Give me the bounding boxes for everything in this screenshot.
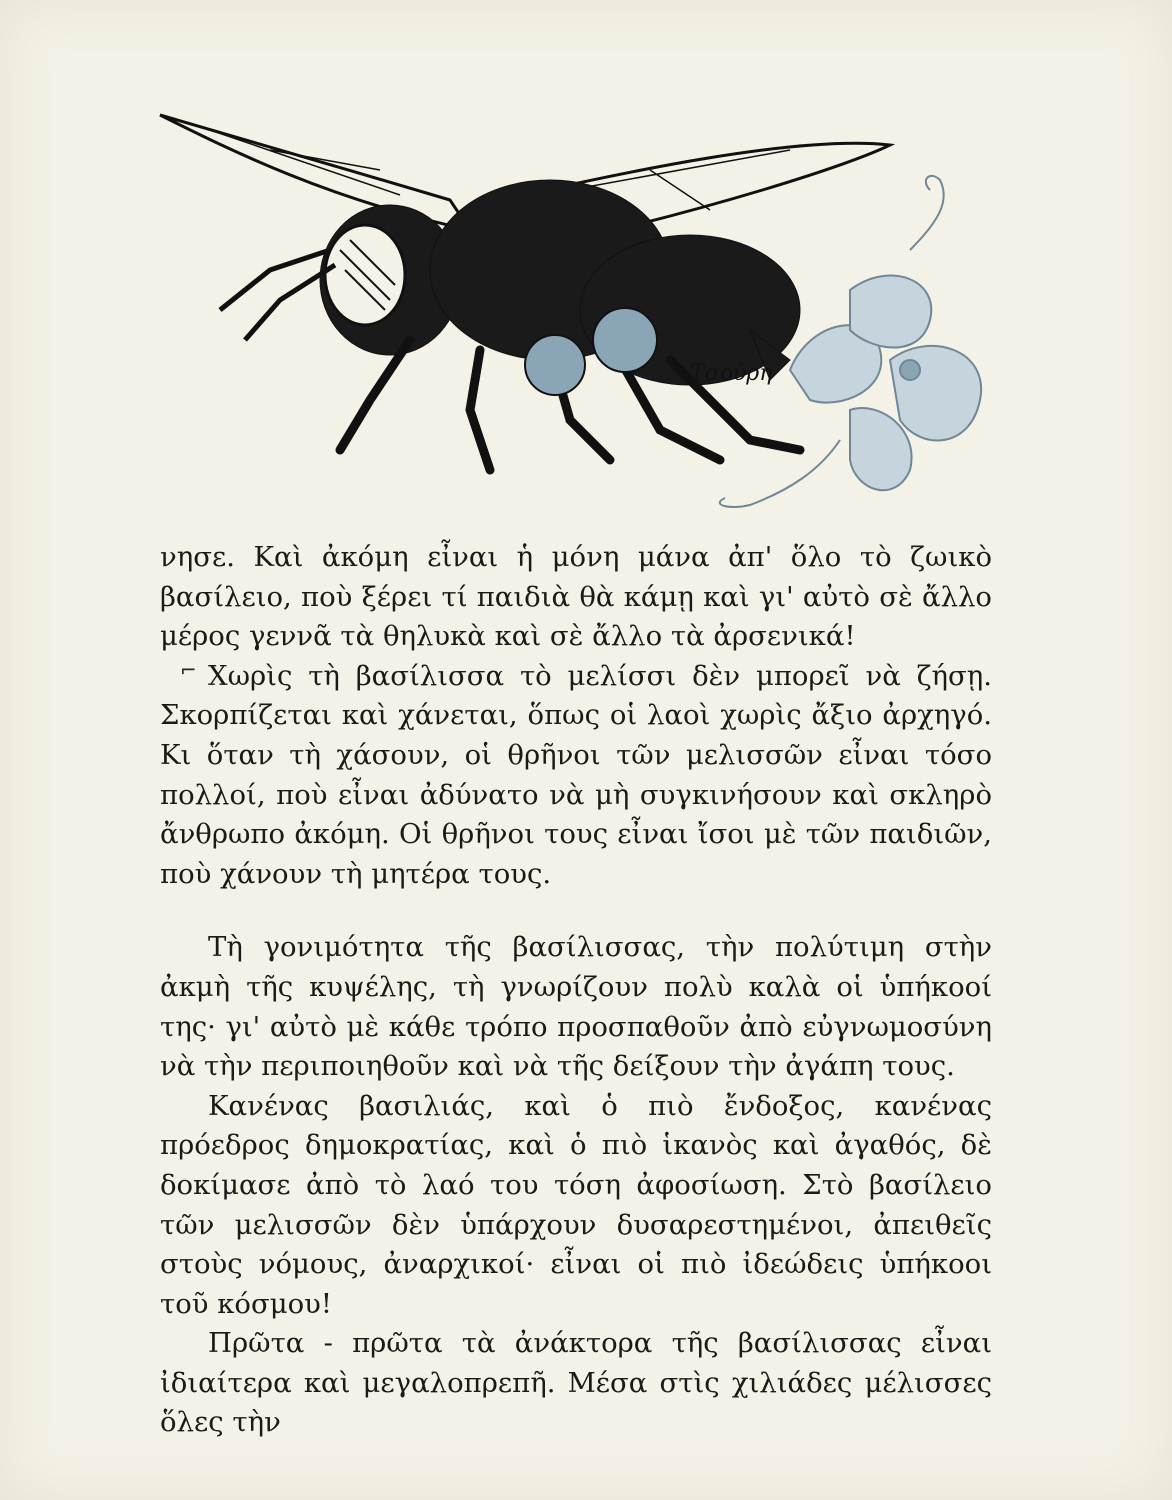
bee-illustration bbox=[150, 110, 1010, 530]
paragraph-4: Κανένας βασιλιάς, καὶ ὁ πιὸ ἔνδοξος, κανένας πρόεδρος δημοκρατίας, καὶ ὁ πιὸ ἱκανὸς καὶ ἀγαθός, δὲ δοκίμασε ἀπὸ τὸ λαό του τόση ἀφοσίωση. Στὸ βασίλειο τῶν μελισσῶν δὲν ὑπάρχουν δυσαρεστημένοι, ἀπειθεῖς στοὺς νόμους, ἀναρχικοί· εἶναι οἱ πιὸ ἰδεώδεις ὑπήκοοι τοῦ κόσμου! bbox=[160, 1089, 992, 1320]
bee-antennae bbox=[220, 250, 335, 340]
paragraph-5: Πρῶτα - πρῶτα τὰ ἀνάκτορα τῆς βασίλισσας εἶναι ἰδιαίτερα καὶ μεγαλοπρεπῆ. Μέσα στὶς χιλιάδες μέλισσες ὅλες τὴν bbox=[160, 1327, 992, 1439]
paragraph-1: νησε. Καὶ ἀκόμη εἶναι ἡ μόνη μάνα ἀπ' ὅλο τὸ ζωικὸ βασίλειο, ποὺ ξέρει τί παιδιὰ θὰ κάμῃ καὶ γι' αὐτὸ σὲ ἄλλο μέρος γεννᾶ τὰ θηλυκὰ καὶ σὲ ἄλλο τὰ ἀρσενικά! bbox=[160, 541, 992, 653]
body-text bbox=[160, 538, 992, 1443]
margin-annotation-mark: ⌐ bbox=[180, 658, 197, 682]
artist-signature: Τσούρη bbox=[690, 361, 773, 386]
paragraph-2: Χωρὶς τὴ βασίλισσα τὸ μελίσσι δὲν μπορεῖ νὰ ζήσῃ. Σκορπίζεται καὶ χάνεται, ὅπως οἱ λαοὶ χωρὶς ἄξιο ἀρχηγό. Κι ὅταν τὴ χάσουν, οἱ θρῆνοι τῶν μελισσῶν εἶναι τόσο πολλοί, ποὺ εἶναι ἀδύνατο νὰ μὴ συγκινήσουν καὶ σκληρὸ ἄνθρωπο ἀκόμη. Οἱ θρῆνοι τους εἶναι ἴσοι μὲ τῶν παιδιῶν, ποὺ χάνουν τὴ μητέρα τους. bbox=[160, 659, 992, 890]
paragraph-3: Τὴ γονιμότητα τῆς βασίλισσας, τὴν πολύτιμη στὴν ἀκμὴ τῆς κυψέλης, τὴ γνωρίζουν πολὺ καλὰ οἱ ὑπήκοοί της· γι' αὐτὸ μὲ κάθε τρόπο προσπαθοῦν ἀπὸ εὐγνωμοσύνη νὰ τὴν περιποιηθοῦν καὶ νὰ τῆς δείξουν τὴν ἀγάπη τους. bbox=[160, 931, 992, 1083]
